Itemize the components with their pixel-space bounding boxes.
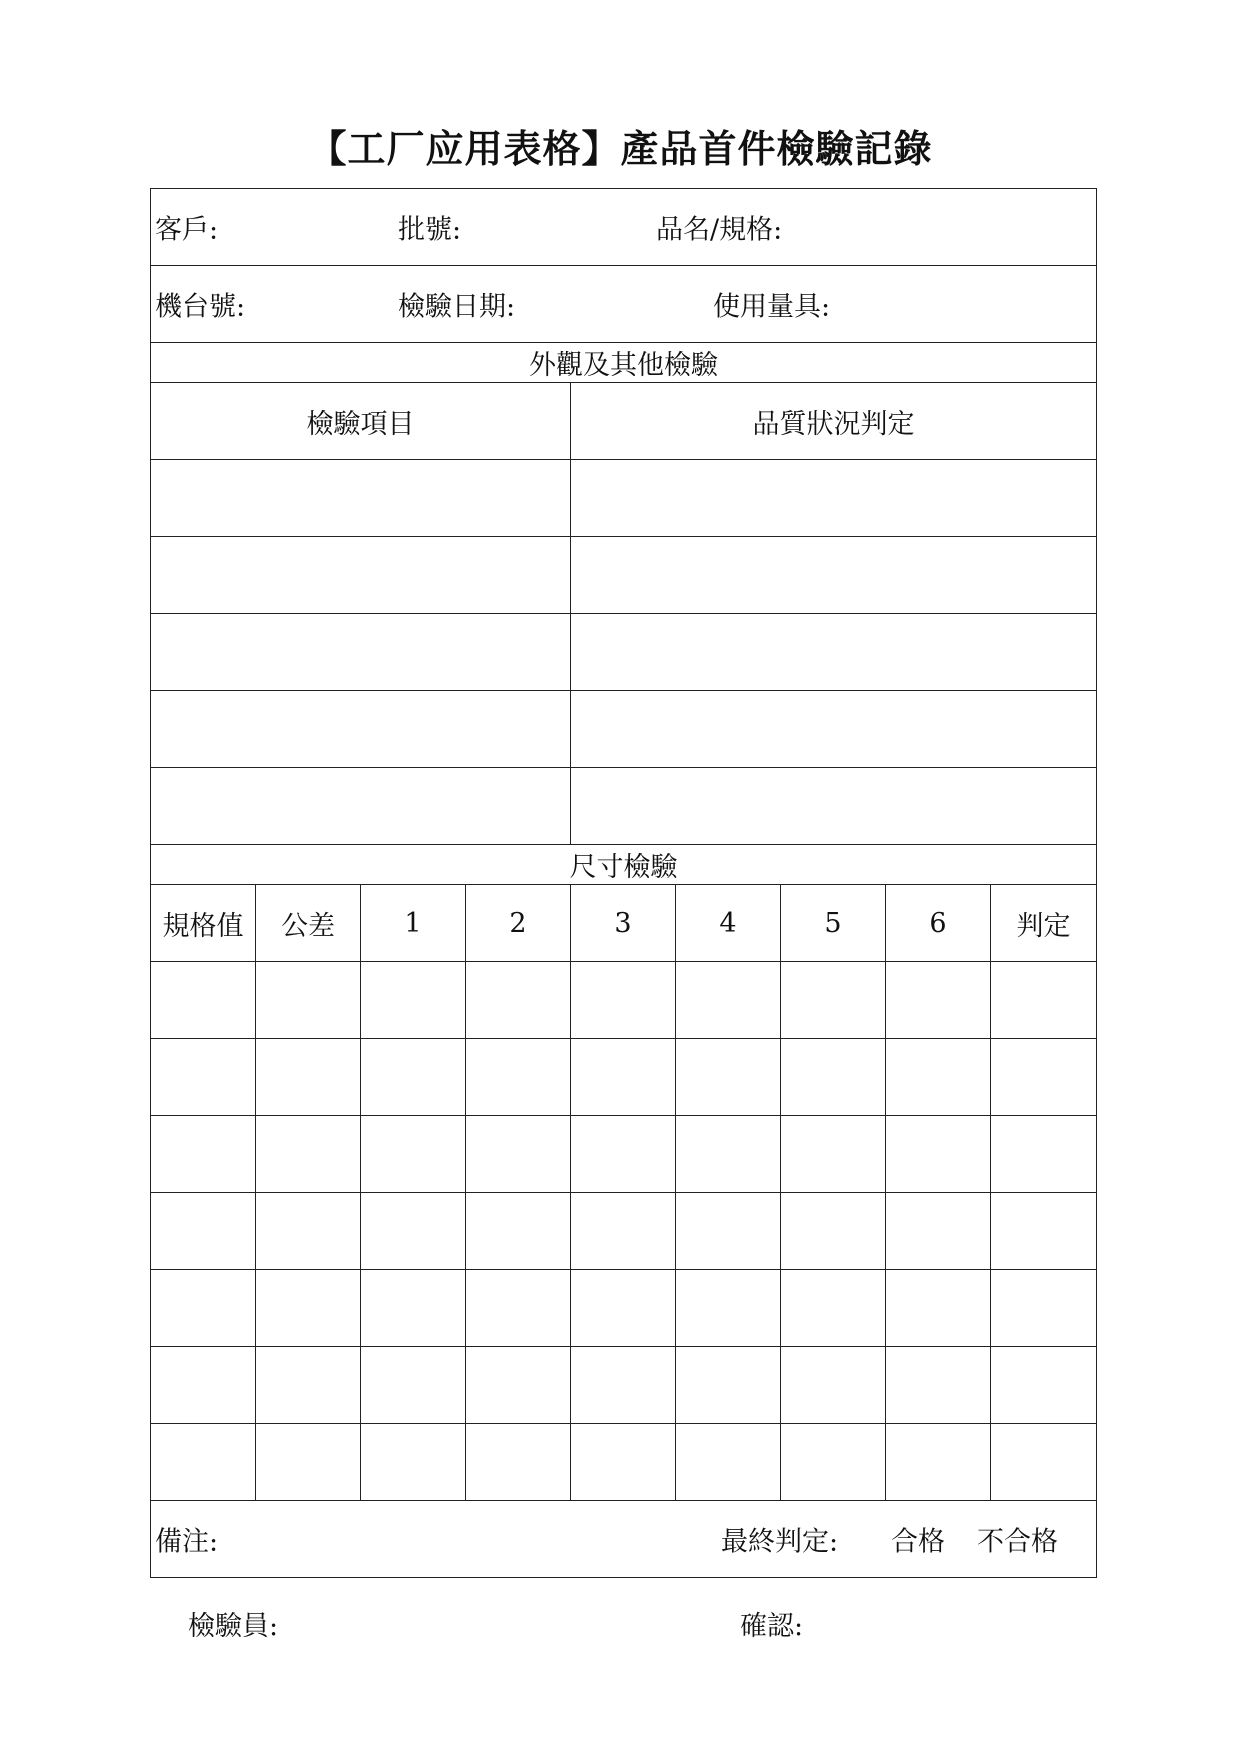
appearance-item-cell[interactable]	[151, 691, 571, 768]
dimension-cell[interactable]	[781, 1193, 886, 1270]
dimension-header-cell: 2	[466, 885, 571, 962]
appearance-row	[151, 691, 1097, 768]
dimension-cell[interactable]	[781, 1270, 886, 1347]
dimension-row	[151, 1347, 1097, 1424]
inspector-signature-label: 檢驗員:	[188, 1611, 279, 1642]
dimension-cell[interactable]	[991, 1424, 1097, 1501]
appearance-judgment-cell[interactable]	[571, 460, 1097, 537]
dimension-cell[interactable]	[256, 1270, 361, 1347]
dimension-cell[interactable]	[781, 1039, 886, 1116]
final-judgment-label: 最終判定:	[721, 1526, 839, 1558]
dimension-cell[interactable]	[781, 962, 886, 1039]
dimension-cell[interactable]	[676, 1193, 781, 1270]
dimension-cell[interactable]	[466, 1193, 571, 1270]
dimension-cell[interactable]	[991, 1039, 1097, 1116]
remarks-label: 備注:	[155, 1526, 219, 1558]
dimension-cell[interactable]	[676, 1039, 781, 1116]
dimension-cell[interactable]	[571, 962, 676, 1039]
dimension-cell[interactable]	[886, 1270, 991, 1347]
dimension-cell[interactable]	[991, 1347, 1097, 1424]
dimension-section-title: 尺寸檢驗	[151, 845, 1097, 885]
inspection-form	[150, 188, 1097, 1578]
dimension-cell[interactable]	[886, 1039, 991, 1116]
dimension-cell[interactable]	[361, 1270, 466, 1347]
appearance-row	[151, 614, 1097, 691]
dimension-cell[interactable]	[676, 962, 781, 1039]
appearance-header-judgment: 品質狀況判定	[571, 383, 1097, 460]
appearance-item-cell[interactable]	[151, 537, 571, 614]
appearance-row	[151, 537, 1097, 614]
appearance-judgment-cell[interactable]	[571, 691, 1097, 768]
dimension-cell[interactable]	[466, 962, 571, 1039]
dimension-cell[interactable]	[781, 1347, 886, 1424]
appearance-judgment-cell[interactable]	[571, 768, 1097, 845]
dimension-cell[interactable]	[991, 962, 1097, 1039]
dimension-cell[interactable]	[571, 1270, 676, 1347]
fail-option[interactable]: 不合格	[977, 1526, 1058, 1558]
dimension-cell[interactable]	[781, 1424, 886, 1501]
info-row-1	[151, 189, 1097, 266]
dimension-cell[interactable]	[466, 1347, 571, 1424]
dimension-cell[interactable]	[781, 1116, 886, 1193]
dimension-header-cell: 規格值	[151, 885, 256, 962]
dimension-cell[interactable]	[466, 1039, 571, 1116]
machine-no-label: 機台號:	[155, 291, 246, 323]
dimension-cell[interactable]	[151, 962, 256, 1039]
appearance-section-title: 外觀及其他檢驗	[151, 343, 1097, 383]
dimension-cell[interactable]	[256, 1193, 361, 1270]
inspection-date-label: 檢驗日期:	[398, 291, 516, 323]
dimension-cell[interactable]	[571, 1347, 676, 1424]
gauge-used-label: 使用量具:	[713, 291, 831, 323]
dimension-cell[interactable]	[886, 962, 991, 1039]
appearance-item-cell[interactable]	[151, 614, 571, 691]
dimension-cell[interactable]	[466, 1270, 571, 1347]
dimension-header-cell: 3	[571, 885, 676, 962]
dimension-row	[151, 1039, 1097, 1116]
dimension-cell[interactable]	[151, 1116, 256, 1193]
dimension-cell[interactable]	[991, 1270, 1097, 1347]
dimension-cell[interactable]	[151, 1424, 256, 1501]
appearance-header-item: 檢驗項目	[151, 383, 571, 460]
confirm-signature-label: 確認:	[740, 1611, 804, 1642]
dimension-cell[interactable]	[151, 1193, 256, 1270]
dimension-row	[151, 962, 1097, 1039]
appearance-row	[151, 460, 1097, 537]
dimension-cell[interactable]	[256, 1116, 361, 1193]
dimension-cell[interactable]	[466, 1424, 571, 1501]
dimension-cell[interactable]	[361, 1039, 466, 1116]
dimension-cell[interactable]	[676, 1347, 781, 1424]
dimension-cell[interactable]	[361, 1347, 466, 1424]
dimension-cell[interactable]	[256, 1424, 361, 1501]
dimension-row	[151, 1193, 1097, 1270]
dimension-cell[interactable]	[991, 1116, 1097, 1193]
dimension-header-cell: 公差	[256, 885, 361, 962]
dimension-row	[151, 1270, 1097, 1347]
appearance-item-cell[interactable]	[151, 768, 571, 845]
batch-no-label: 批號:	[398, 214, 462, 246]
appearance-row	[151, 768, 1097, 845]
appearance-item-cell[interactable]	[151, 460, 571, 537]
dimension-cell[interactable]	[886, 1424, 991, 1501]
customer-label: 客戶:	[155, 214, 219, 246]
dimension-cell[interactable]	[151, 1270, 256, 1347]
product-spec-label: 品名/規格:	[656, 214, 783, 246]
dimension-row	[151, 1424, 1097, 1501]
info-row-2	[151, 266, 1097, 343]
dimension-cell[interactable]	[151, 1039, 256, 1116]
dimension-cell[interactable]	[571, 1039, 676, 1116]
page-title: 【工厂应用表格】產品首件檢驗記錄	[308, 127, 933, 171]
dimension-header-cell: 6	[886, 885, 991, 962]
dimension-cell[interactable]	[466, 1116, 571, 1193]
dimension-cell[interactable]	[571, 1424, 676, 1501]
dimension-cell[interactable]	[886, 1347, 991, 1424]
dimension-header-cell: 1	[361, 885, 466, 962]
dimension-cell[interactable]	[361, 1193, 466, 1270]
dimension-cell[interactable]	[256, 962, 361, 1039]
dimension-header-row	[151, 885, 1097, 962]
dimension-cell[interactable]	[676, 1270, 781, 1347]
dimension-cell[interactable]	[256, 1347, 361, 1424]
dimension-header-cell: 4	[676, 885, 781, 962]
dimension-cell[interactable]	[886, 1193, 991, 1270]
dimension-header-cell: 判定	[991, 885, 1097, 962]
appearance-judgment-cell[interactable]	[571, 614, 1097, 691]
dimension-row	[151, 1116, 1097, 1193]
dimension-header-cell: 5	[781, 885, 886, 962]
dimension-cell[interactable]	[571, 1116, 676, 1193]
pass-option[interactable]: 合格	[891, 1526, 945, 1558]
dimension-cell[interactable]	[676, 1116, 781, 1193]
dimension-cell[interactable]	[886, 1116, 991, 1193]
dimension-cell[interactable]	[991, 1193, 1097, 1270]
appearance-judgment-cell[interactable]	[571, 537, 1097, 614]
dimension-cell[interactable]	[256, 1039, 361, 1116]
dimension-cell[interactable]	[361, 962, 466, 1039]
dimension-cell[interactable]	[151, 1347, 256, 1424]
dimension-cell[interactable]	[361, 1424, 466, 1501]
dimension-cell[interactable]	[571, 1193, 676, 1270]
dimension-cell[interactable]	[361, 1116, 466, 1193]
dimension-cell[interactable]	[676, 1424, 781, 1501]
remarks-row	[151, 1501, 1097, 1578]
